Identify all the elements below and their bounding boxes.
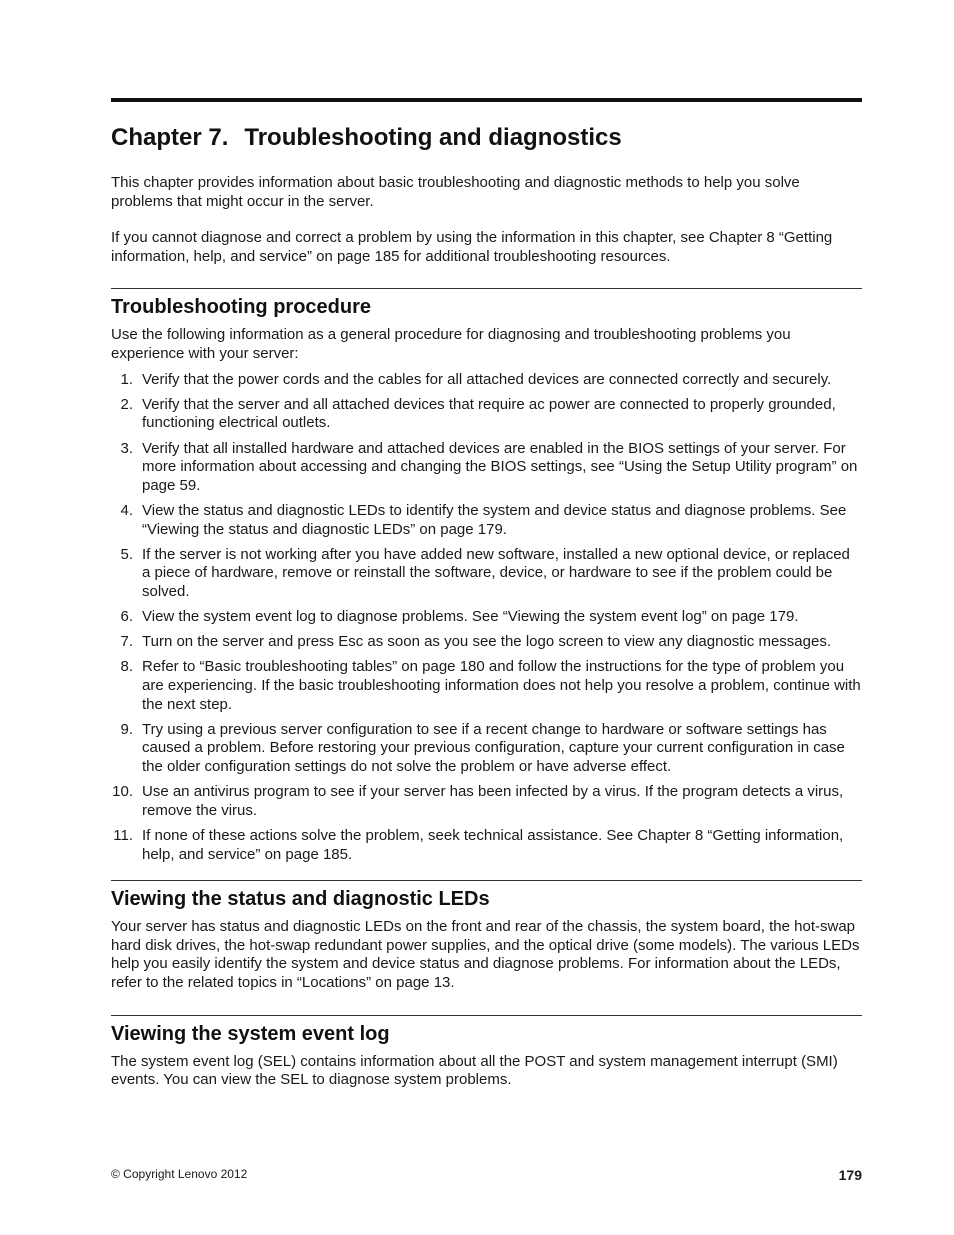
step-text: If none of these actions solve the problem, seek technical assistance. See Chapter 8 “Getting information, help, and service” on page 185. — [142, 826, 844, 863]
page-number: 179 — [838, 1167, 862, 1183]
list-item — [111, 633, 862, 652]
chapter-title — [111, 122, 862, 154]
step-text: Use an antivirus program to see if your server has been infected by a virus. If the program detects a virus, remove the virus. — [142, 783, 844, 819]
list-item — [111, 827, 862, 864]
section-heading: Viewing the system event log — [111, 1022, 390, 1045]
section-rule — [111, 1015, 862, 1016]
step-text: Refer to “Basic troubleshooting tables” on page 180 and follow the instructions for the type of problem you are experiencing. If the basic troubleshooting information does not help you resolve a problem, continue with the next step. — [142, 658, 861, 713]
section-body: The system event log (SEL) contains information about all the POST and system management interrupt (SMI) events. You can view the SEL to diagnose system problems. — [111, 1052, 838, 1089]
section-troubleshooting-procedure — [111, 288, 862, 864]
chapter-intro-paragraph: If you cannot diagnose and correct a problem by using the information in this chapter, see Chapter 8 “Getting information, help, and service” on page 185 for additional troubleshooting resources. — [111, 229, 833, 265]
step-number: 5. — [120, 545, 133, 563]
step-number: 10. — [112, 783, 133, 801]
list-item — [111, 440, 862, 496]
step-text: Verify that the server and all attached devices that require ac power are connected to properly grounded, functioning electrical outlets. — [142, 395, 836, 432]
step-text: View the status and diagnostic LEDs to identify the system and device status and diagnose problems. See “Viewing the status and diagnostic LEDs” on page 179. — [142, 501, 847, 538]
step-text: Verify that the power cords and the cables for all attached devices are connected correctly and securely. — [142, 370, 832, 388]
step-text: View the system event log to diagnose problems. See “Viewing the system event log” on page 179. — [142, 608, 799, 626]
step-number: 4. — [120, 501, 133, 519]
step-text: Verify that all installed hardware and attached devices are enabled in the BIOS settings of your server. For more information about accessing and changing the BIOS settings, see “Using the Setup Utility program” on page 59. — [142, 439, 858, 494]
section-status-leds — [111, 880, 862, 992]
list-item — [111, 371, 862, 390]
step-number: 6. — [120, 608, 133, 626]
step-number: 1. — [120, 370, 133, 388]
step-text: Turn on the server and press Esc as soon as you see the logo screen to view any diagnostic messages. — [142, 633, 831, 651]
section-heading: Troubleshooting procedure — [111, 296, 372, 319]
step-text: If the server is not working after you have added new software, installed a new optional device, or replaced a piece of hardware, remove or reinstall the software, device, or hardware to see if the problem could be solved. — [142, 545, 850, 600]
list-item — [111, 783, 862, 820]
step-number: 8. — [120, 658, 133, 676]
chapter-intro-paragraph: This chapter provides information about basic troubleshooting and diagnostic methods to help you solve problems that might occur in the server. — [111, 174, 800, 210]
copyright-notice: © Copyright Lenovo 2012 — [111, 1167, 248, 1181]
step-number: 2. — [120, 395, 133, 413]
step-number: 9. — [120, 720, 133, 738]
list-item — [111, 502, 862, 539]
section-system-event-log — [111, 1015, 862, 1090]
list-item — [111, 721, 862, 777]
section-body: Your server has status and diagnostic LEDs on the front and rear of the chassis, the system board, the hot-swap hard disk drives, the hot-swap redundant power supplies, and the optical drive (some models). The various LEDs help you easily identify the system and device status and diagnose problems. For information about the LEDs, refer to the related topics in “Locations” on page 13. — [111, 918, 860, 991]
page-content — [111, 98, 862, 1090]
procedure-steps-list — [111, 371, 862, 865]
chapter-title-text: Troubleshooting and diagnostics — [244, 124, 622, 151]
section-heading: Viewing the status and diagnostic LEDs — [111, 888, 490, 911]
list-item — [111, 658, 862, 714]
step-number: 7. — [120, 633, 133, 651]
section-rule — [111, 288, 862, 289]
section-intro: Use the following information as a general procedure for diagnosing and troubleshooting problems you experience with your server: — [111, 326, 791, 362]
list-item — [111, 608, 862, 627]
chapter-label: Chapter 7. — [111, 124, 229, 151]
section-rule — [111, 880, 862, 881]
step-number: 3. — [120, 439, 133, 457]
step-number: 11. — [113, 826, 133, 844]
list-item — [111, 396, 862, 433]
step-text: Try using a previous server configuration to see if a recent change to hardware or software settings has caused a problem. Before restoring your previous configuration, capture your current configuration in case the older configuration settings do not solve the problem or have adverse effect. — [142, 720, 845, 775]
list-item — [111, 546, 862, 602]
chapter-top-rule — [111, 98, 862, 102]
